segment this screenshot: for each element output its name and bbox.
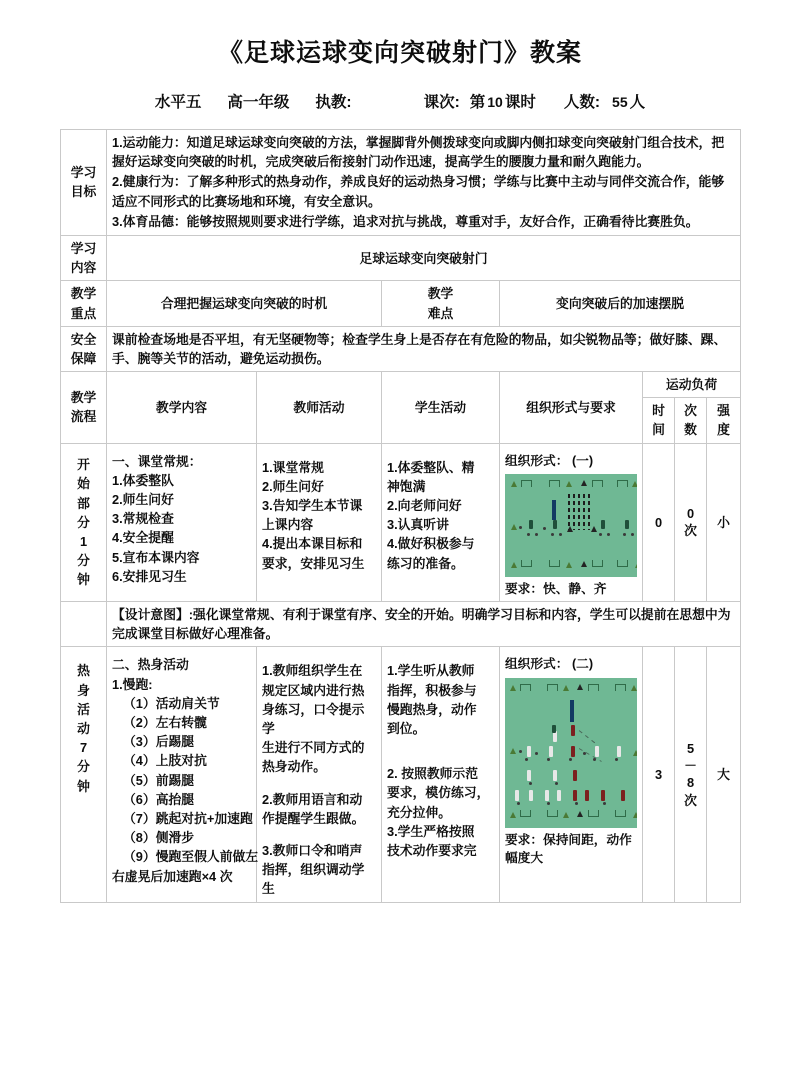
section-2-load-reps xyxy=(675,647,707,902)
objectives-label xyxy=(61,130,107,236)
section-2-load-time: 3 xyxy=(643,647,675,902)
objectives-cell xyxy=(107,130,741,236)
difficulty-value: 变向突破后的加速摆脱 xyxy=(500,281,741,326)
student-item: 3.学生严格按照 xyxy=(387,823,475,839)
safety-label xyxy=(61,326,107,371)
teacher-item: 上课内容 xyxy=(262,517,314,533)
teacher-item: 2.教师用语言和动 xyxy=(262,791,363,807)
objective-item-3: 3.体育品德：能够按照规则要求进行学练，追求对抗与挑战，尊重对手，友好合作，正确看待比赛胜负。 xyxy=(112,213,699,229)
objective-item-1: 1.运动能力：知道足球运球变向突破的方法，掌握脚背外侧拨球变向或脚内侧扣球变向突破射门组合技术，把握好运球变向突破的时机，完成突破后衔接射门动作迅速，提高学生的腰腹力量和耐久跑能力。 xyxy=(112,135,725,170)
content-item: （8）侧滑步 xyxy=(123,830,195,846)
table-row-safety xyxy=(61,326,741,371)
content-item: （7）跳起对抗+加速跑 xyxy=(123,810,253,826)
content-heading: 一、课堂常规： xyxy=(112,453,202,469)
teacher-item: 作提醒学生跟做。 xyxy=(262,810,365,826)
grade-label: 高一年级 xyxy=(227,94,290,111)
stage-char: 身 xyxy=(77,682,90,698)
content-item: 2.师生问好 xyxy=(112,492,174,507)
teacher-item: 要求，安排见习生 xyxy=(262,555,365,571)
section-1-content xyxy=(107,443,257,601)
teacher-item: 身练习，口令提示学 xyxy=(262,701,365,737)
student-item: 1.学生听从教师 xyxy=(387,663,475,679)
teacher-label: 执教: xyxy=(315,94,352,111)
content-subheading: 1.慢跑: xyxy=(112,676,153,692)
teacher-item: 3.告知学生本节课 xyxy=(262,498,363,513)
stage-char: 分 xyxy=(77,553,90,569)
key-point-label xyxy=(61,281,107,326)
content-value: 足球运球变向突破射门 xyxy=(107,235,741,280)
student-item: 要求，模仿练习， xyxy=(387,785,490,801)
student-item: 4.做好积极参与 xyxy=(387,536,475,552)
document-meta-row xyxy=(60,68,740,129)
load-reps-unit: 次 xyxy=(684,523,697,539)
objectives-label-line1: 学习 xyxy=(70,165,97,181)
lesson-plan-table xyxy=(60,129,741,903)
flow-header-organization: 组织形式与要求 xyxy=(500,372,643,444)
flow-header-stage-line1: 教学 xyxy=(70,390,97,406)
teacher-item: 1.教师组织学生在 xyxy=(262,663,363,679)
student-item: 练习的准备。 xyxy=(387,555,464,571)
load-reps-line1: 5 xyxy=(686,740,695,756)
field-diagram-2 xyxy=(505,678,637,828)
design-note-stage-spacer xyxy=(61,602,107,647)
teacher-item: 热身动作。 xyxy=(262,759,326,775)
teacher-item: 规定区域内进行热 xyxy=(262,682,365,698)
safety-value: 课前检查场地是否平坦，有无坚硬物等；检查学生身上是否存在有危险的物品，如尖锐物品等；做好膝、踝、手、腕等关节的活动，避免运动损伤。 xyxy=(107,326,741,371)
load-reps-line3: 8 xyxy=(686,775,695,791)
stage-char: 分 xyxy=(77,514,90,530)
content-item: （2）左右转髋 xyxy=(123,715,207,731)
section-1-organization xyxy=(500,443,643,601)
stage-char: 热 xyxy=(77,663,90,679)
count-label: 人数: xyxy=(563,94,601,111)
session-suffix: 课时 xyxy=(504,94,536,111)
flow-header-time-line1: 时 xyxy=(652,403,665,419)
student-item: 充分拉伸。 xyxy=(387,804,451,820)
objectives-label-line2: 目标 xyxy=(70,184,97,200)
student-item: 2.向老师问好 xyxy=(387,498,462,513)
organization-title: 组织形式： (一) xyxy=(505,453,594,468)
session-number: 10 xyxy=(487,94,503,110)
count-number: 55 xyxy=(612,94,628,110)
flow-header-reps-line1: 次 xyxy=(684,403,697,419)
content-item: 4.安全提醒 xyxy=(112,530,174,546)
content-item-tail: 右虚晃后加速跑×4 次 xyxy=(112,868,233,884)
student-item: 3.认真听讲 xyxy=(387,517,449,533)
content-item: （6）高抬腿 xyxy=(123,791,195,807)
table-row-content xyxy=(61,235,741,280)
content-item: （9）慢跑至假人前做左 xyxy=(123,849,259,865)
key-point-value: 合理把握运球变向突破的时机 xyxy=(107,281,382,326)
difficulty-label xyxy=(382,281,500,326)
load-reps-line2: － xyxy=(684,758,697,774)
teacher-item: 1.课堂常规 xyxy=(262,459,324,475)
content-label-line2: 内容 xyxy=(70,260,97,276)
student-item: 慢跑热身，动作 xyxy=(387,701,477,717)
section-1-load-intensity: 小 xyxy=(707,443,741,601)
flow-header-time xyxy=(643,398,675,443)
flow-header-intensity xyxy=(707,398,741,443)
content-item: （5）前踢腿 xyxy=(123,772,195,788)
flow-header-load-group: 运动负荷 xyxy=(643,372,741,398)
flow-header-row xyxy=(61,372,741,398)
content-item: （1）活动肩关节 xyxy=(123,695,220,711)
stage-char: 分 xyxy=(77,759,90,775)
student-item: 指挥，积极参与 xyxy=(387,682,477,698)
content-heading: 二、热身活动 xyxy=(112,657,189,673)
session-prefix: 第 xyxy=(469,94,486,111)
content-item: 6.安排见习生 xyxy=(112,568,187,584)
table-row-design-note-1 xyxy=(61,602,741,647)
content-item: 3.常规检查 xyxy=(112,511,174,527)
student-item: 2. 按照教师示范 xyxy=(387,766,479,782)
load-reps-line4: 次 xyxy=(684,792,697,808)
organization-requirement: 要求：保持间距，动作幅度大 xyxy=(505,832,632,865)
stage-char: 始 xyxy=(77,476,90,492)
section-2-content xyxy=(107,647,257,902)
stage-char: 活 xyxy=(77,701,90,717)
table-row-key-difficulty xyxy=(61,281,741,326)
organization-requirement: 要求：快、静、齐 xyxy=(505,581,607,596)
table-row-objectives xyxy=(61,130,741,236)
section-1-teacher xyxy=(257,443,382,601)
student-item: 到位。 xyxy=(387,721,426,737)
flow-header-reps xyxy=(675,398,707,443)
difficulty-label-line1: 教学 xyxy=(427,286,454,302)
page-title: 《足球运球变向突破射门》教案 xyxy=(217,39,582,67)
student-item: 技术动作要求完 xyxy=(387,842,477,858)
stage-char: 7 xyxy=(79,740,88,756)
teacher-item: 3.教师口令和哨声 xyxy=(262,842,363,858)
student-item: 1.体委整队、精 xyxy=(387,459,475,475)
objective-item-2: 2.健康行为：了解多种形式的热身动作，养成良好的运动热身习惯；学练与比赛中主动与同伴交流合作，能够适应不同形式的比赛场地和环境，有安全意识。 xyxy=(112,174,725,209)
teacher-item: 生进行不同方式的 xyxy=(262,740,365,756)
section-2-load-intensity: 大 xyxy=(707,647,741,902)
student-item: 神饱满 xyxy=(387,478,426,494)
section-1-student xyxy=(382,443,500,601)
safety-label-line2: 保障 xyxy=(70,350,97,366)
section-2-teacher xyxy=(257,647,382,902)
key-point-label-line1: 教学 xyxy=(70,286,97,302)
flow-header-teacher: 教师活动 xyxy=(257,372,382,444)
flow-header-time-line2: 间 xyxy=(652,422,665,438)
content-item: （3）后踢腿 xyxy=(123,734,195,750)
count-unit: 人 xyxy=(629,94,646,111)
stage-label-start xyxy=(61,443,107,601)
table-row-section-1 xyxy=(61,443,741,601)
content-item: 5.宣布本课内容 xyxy=(112,549,200,565)
stage-char: 钟 xyxy=(77,778,90,794)
safety-label-line1: 安全 xyxy=(70,331,97,347)
section-1-load-reps xyxy=(675,443,707,601)
difficulty-label-line2: 难点 xyxy=(427,305,454,321)
organization-title: 组织形式： (二) xyxy=(505,657,594,672)
stage-label-warmup xyxy=(61,647,107,902)
teacher-item: 4.提出本课目标和 xyxy=(262,536,363,552)
stage-char: 1 xyxy=(79,533,88,549)
flow-header-stage xyxy=(61,372,107,444)
table-row-section-2 xyxy=(61,647,741,902)
teacher-item: 2.师生问好 xyxy=(262,478,324,494)
stage-char: 钟 xyxy=(77,572,90,588)
section-2-organization xyxy=(500,647,643,902)
content-item: 1.体委整队 xyxy=(112,472,174,488)
session-label: 课次: xyxy=(423,94,460,111)
section-2-student xyxy=(382,647,500,902)
content-label xyxy=(61,235,107,280)
flow-header-intensity-line2: 度 xyxy=(717,422,730,438)
field-diagram-1 xyxy=(505,474,637,577)
content-item: （4）上肢对抗 xyxy=(123,753,207,769)
load-reps-value: 0 xyxy=(686,506,695,522)
flow-header-stage-line2: 流程 xyxy=(70,409,97,425)
stage-char: 部 xyxy=(77,495,90,511)
design-note-1: 【设计意图】:强化课堂常规、有利于课堂有序、安全的开始。明确学习目标和内容，学生可以提前在思想中为完成课堂目标做好心理准备。 xyxy=(107,602,741,647)
flow-header-intensity-line1: 强 xyxy=(717,403,730,419)
flow-header-content: 教学内容 xyxy=(107,372,257,444)
content-label-line1: 学习 xyxy=(70,240,97,256)
key-point-label-line2: 重点 xyxy=(70,305,97,321)
flow-header-reps-line2: 数 xyxy=(684,422,697,438)
stage-char: 开 xyxy=(77,457,90,473)
section-1-load-time: 0 xyxy=(643,443,675,601)
level-label: 水平五 xyxy=(154,94,202,111)
flow-header-student: 学生活动 xyxy=(382,372,500,444)
teacher-item: 指挥，组织调动学生 xyxy=(262,862,365,897)
stage-char: 动 xyxy=(77,721,90,737)
